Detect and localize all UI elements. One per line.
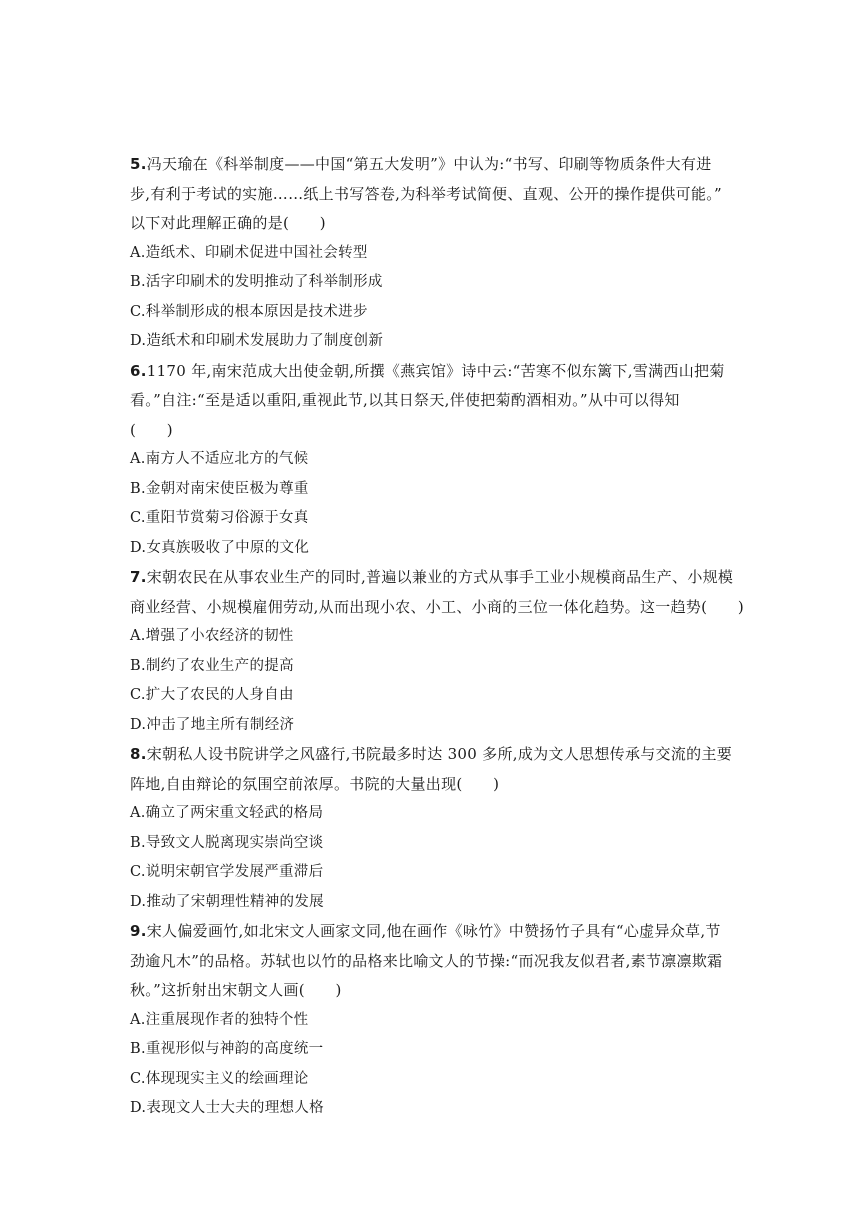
option-c: C.说明宋朝官学发展严重滞后 [130,864,324,880]
question-stem-line: 7.宋朝农民在从事农业生产的同时,普遍以兼业的方式从事手工业小规模商品生产、小规模 [130,568,734,586]
option-d: D.冲击了地主所有制经济 [130,716,295,733]
option-c: C.重阳节赏菊习俗源于女真 [130,510,309,526]
option-b: B.重视形似与神韵的高度统一 [130,1041,324,1057]
question-stem-line: 步,有利于考试的实施……纸上书写答卷,为科举考试简便、直观、公开的操作提供可能。” [130,184,723,203]
option-d: D.表现文人士大夫的理想人格 [130,1100,324,1116]
option-d: D.造纸术和印刷术发展助力了制度创新 [130,333,384,349]
option-b: B.制约了农业生产的提高 [130,657,294,674]
exam-page [130,150,745,1124]
option-a: A.确立了两宋重文轻武的格局 [130,805,324,821]
question-stem-line: 以下对此理解正确的是( ) [130,214,326,232]
question-stem-line: 劲逾凡木”的品格。苏轼也以竹的品格来比喻文人的节操:“而况我友似君者,素节凛凛欺霜 [130,951,723,970]
question-6 [130,357,730,564]
option-c: C.科举制形成的根本原因是技术进步 [130,303,368,320]
option-d: D.女真族吸收了中原的文化 [130,539,310,556]
option-c: C.体现现实主义的绘画理论 [130,1070,309,1087]
option-b: B.活字印刷术的发明推动了科举制形成 [130,274,383,290]
question-stem-line: 9.宋人偏爱画竹,如北宋文人画家文同,他在画作《咏竹》中赞扬竹子具有“心虚异众草,节 [130,922,721,940]
question-stem-line: 看。”自注:“至是适以重阳,重视此节,以其日祭天,伴使把菊酌酒相劝。”从中可以得知 [130,391,680,409]
question-number: 9. [130,922,147,940]
question-stem-line: 阵地,自由辩论的氛围空前浓厚。书院的大量出现( ) [130,774,500,793]
question-number: 8. [130,745,147,763]
option-d: D.推动了宋朝理性精神的发展 [130,893,324,910]
question-stem-line: 8.宋朝私人设书院讲学之风盛行,书院最多时达 300 多所,成为文人思想传承与交流的主要 [130,745,733,763]
option-a: A.注重展现作者的独特个性 [130,1011,309,1028]
question-7 [130,563,745,740]
question-stem-line: 6.1170 年,南宋范成大出使金朝,所撰《燕宾馆》诗中云:“苦寒不似东篱下,雪满西山把菊 [130,361,725,380]
question-stem-line: 秋。”这折射出宋朝文人画( ) [130,981,342,999]
question-number: 6. [130,361,147,380]
option-a: A.造纸术、印刷术促进中国社会转型 [130,244,368,261]
question-stem-line: 5.冯天瑜在《科举制度——中国“第五大发明”》中认为:“书写、印刷等物质条件大有进 [130,155,712,173]
option-c: C.扩大了农民的人身自由 [130,687,294,703]
question-9 [130,917,730,1124]
option-a: A.增强了小农经济的韧性 [130,628,294,644]
question-number: 7. [130,568,147,586]
option-a: A.南方人不适应北方的气候 [130,451,309,467]
question-5 [130,150,730,357]
option-b: B.金朝对南宋使臣极为尊重 [130,480,309,497]
question-number: 5. [130,155,147,173]
option-b: B.导致文人脱离现实崇尚空谈 [130,834,324,851]
question-stem-line: 商业经营、小规模雇佣劳动,从而出现小农、小工、小商的三位一体化趋势。这一趋势( ) [130,597,745,616]
question-stem-line: ( ) [130,420,173,439]
question-8 [130,740,733,917]
